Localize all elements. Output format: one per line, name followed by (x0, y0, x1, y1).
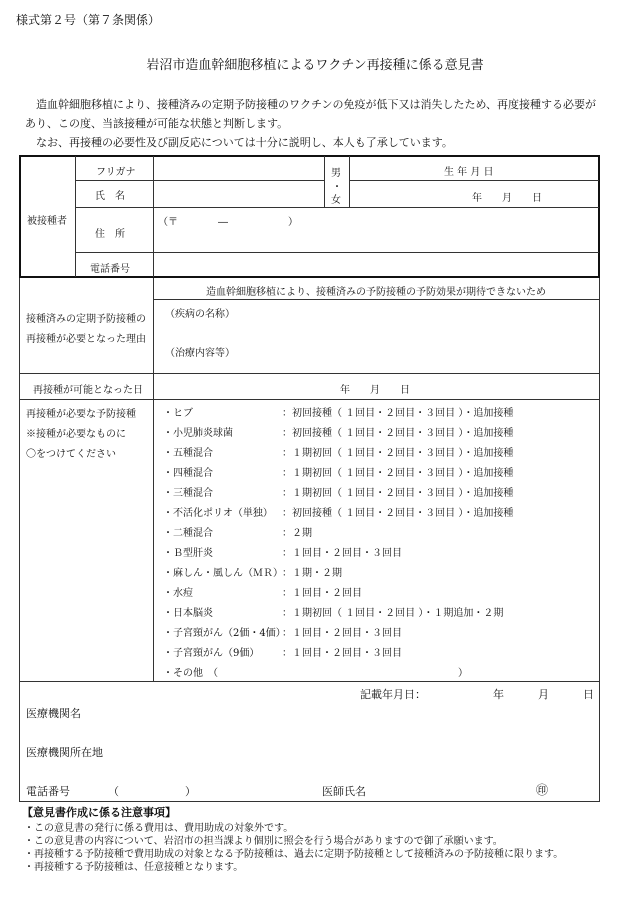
note-item: ・この意見書の内容について、岩沼市の担当課より個別に照会を行う場合がありますので御了承願います。 (24, 836, 503, 847)
patient-section-label: 被接種者 (27, 216, 67, 227)
vaccine-item-detail[interactable]: ：１期初回（ １回目・２回目・３回目 ）・追加接種 (282, 448, 514, 459)
vaccine-section-label: 再接種が必要な予防接種 (26, 409, 136, 420)
vaccine-item-detail[interactable]: ：１期初回（ １回目・２回目 ）・１期追加・２期 (282, 608, 504, 619)
vaccine-item-name[interactable]: ・その他 （ (163, 668, 218, 679)
furigana-field[interactable] (155, 158, 323, 179)
possible-date-field[interactable]: 年 月 日 (340, 385, 410, 396)
notes-title: 【意見書作成に係る注意事項】 (22, 806, 176, 819)
vaccine-item-detail[interactable]: ：２期 (282, 528, 312, 539)
vaccine-item-detail[interactable]: ） (458, 668, 468, 679)
disease-name-label: （疾病の名称） (165, 309, 235, 320)
name-label: 氏 名 (95, 191, 125, 202)
vaccine-item-name[interactable]: ・不活化ポリオ（単独） (163, 508, 273, 519)
intro-paragraph-line3: なお、再接種の必要性及び副反応については十分に説明し、本人も了承しています。 (36, 136, 453, 149)
vaccine-item-name[interactable]: ・子宮頸がん（2価・4価） (163, 628, 286, 639)
institution-name-label: 医療機関名 (26, 707, 81, 720)
form-number: 様式第２号（第７条関係） (16, 13, 161, 27)
vaccine-instruction-line2: 〇をつけてください (26, 449, 116, 460)
vaccine-item-detail[interactable]: ：１期初回（ １回目・２回目・３回目 ）・追加接種 (282, 468, 514, 479)
intro-paragraph-line1: 造血幹細胞移植により、接種済みの定期予防接種のワクチンの免疫が低下又は消失したため、再度接種する必要が (36, 98, 597, 111)
vaccine-item-name[interactable]: ・日本脳炎 (163, 608, 213, 619)
document-title: 岩沼市造血幹細胞移植によるワクチン再接種に係る意見書 (146, 58, 484, 73)
vaccine-item-detail[interactable]: ：１期初回（ １回目・２回目・３回目 ）・追加接種 (282, 488, 514, 499)
doctor-name-label: 医師氏名 (322, 785, 366, 798)
phone-field[interactable] (155, 254, 598, 276)
intro-paragraph-line2: あり、この度、当該接種が可能な状態と判断します。 (25, 117, 289, 130)
footer-phone-field[interactable]: （ ） (108, 785, 196, 798)
vaccine-item-name[interactable]: ・水痘 (163, 588, 193, 599)
note-item: ・この意見書の発行に係る費用は、費用助成の対象外です。 (24, 823, 294, 834)
name-field[interactable] (155, 182, 323, 206)
institution-address-label: 医療機関所在地 (26, 746, 103, 759)
reason-header: 造血幹細胞移植により、接種済みの予防接種の予防効果が期待できないため (206, 287, 546, 298)
furigana-label: フリガナ (96, 167, 136, 178)
vaccine-item-detail[interactable]: ：初回接種（ １回目・２回目・３回目 ）・追加接種 (282, 508, 514, 519)
postal-code-field[interactable]: （〒 ― ） (158, 217, 298, 228)
vaccine-item-name[interactable]: ・小児肺炎球菌 (163, 428, 233, 439)
record-date-label: 記載年月日： (360, 688, 426, 701)
vaccine-item-name[interactable]: ・五種混合 (163, 448, 213, 459)
vaccine-item-detail[interactable]: ：１回目・２回目・３回目 (282, 628, 402, 639)
reason-label-line2: 再接種が必要となった理由 (26, 334, 146, 345)
vaccine-item-name[interactable]: ・三種混合 (163, 488, 213, 499)
vaccine-item-name[interactable]: ・麻しん・風しん（ＭＲ） (163, 568, 283, 579)
vaccine-item-detail[interactable]: ：１期・２期 (282, 568, 342, 579)
vaccine-item-name[interactable]: ・Ｂ型肝炎 (163, 548, 213, 559)
possible-date-label: 再接種が可能となった日 (33, 385, 143, 396)
record-date-month[interactable]: 月 (538, 688, 549, 701)
seal-icon: ㊞ (536, 783, 549, 797)
vaccine-item-detail[interactable]: ：１回目・２回目・３回目 (282, 648, 402, 659)
vaccine-item-detail[interactable]: ：初回接種（ １回目・２回目・３回目 ）・追加接種 (282, 408, 514, 419)
vaccine-item-name[interactable]: ・四種混合 (163, 468, 213, 479)
vaccine-item-detail[interactable]: ：１回目・２回目 (282, 588, 362, 599)
footer-phone-label: 電話番号 (26, 785, 70, 798)
gender-male[interactable]: 男 (331, 168, 341, 179)
vaccine-item-name[interactable]: ・ヒブ (163, 408, 193, 419)
phone-label: 電話番号 (90, 264, 130, 275)
vaccine-instruction-line1: ※接種が必要なものに (26, 429, 126, 440)
treatment-label: （治療内容等） (165, 348, 235, 359)
address-label: 住 所 (95, 229, 125, 240)
birthdate-label: 生 年 月 日 (444, 167, 494, 178)
birthdate-field[interactable]: 年 月 日 (472, 193, 542, 204)
record-date-year[interactable]: 年 (493, 688, 504, 701)
record-date-day[interactable]: 日 (583, 688, 594, 701)
gender-separator: ・ (332, 182, 342, 193)
reason-label-line1: 接種済みの定期予防接種の (26, 314, 146, 325)
note-item: ・再接種する予防接種は、任意接種となります。 (24, 862, 244, 873)
vaccine-item-detail[interactable]: ：初回接種（ １回目・２回目・３回目 ）・追加接種 (282, 428, 514, 439)
vaccine-item-name[interactable]: ・子宮頸がん（9価） (163, 648, 260, 659)
vaccine-item-detail[interactable]: ：１回目・２回目・３回目 (282, 548, 402, 559)
vaccine-item-name[interactable]: ・二種混合 (163, 528, 213, 539)
gender-female[interactable]: 女 (331, 195, 341, 206)
note-item: ・再接種する予防接種で費用助成の対象となる予防接種は、過去に定期予防接種として接種済みの予防接種に限ります。 (24, 849, 564, 860)
